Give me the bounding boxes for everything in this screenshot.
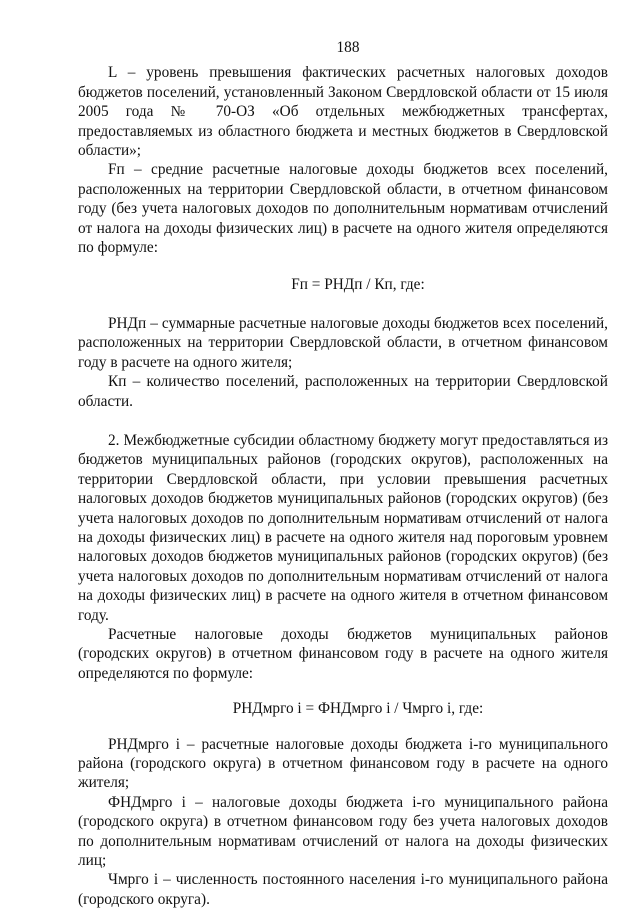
paragraph-kp-definition: Кп – количество поселений, расположенных на территории Свердловской области.: [78, 373, 608, 410]
paragraph-chmrgo-definition: Чмрго i – численность постоянного населения i-го муниципального района (городского округа).: [78, 871, 608, 908]
document-page: [78, 38, 608, 909]
paragraph-fndmrgo-definition: ФНДмрго i – налоговые доходы бюджета i-го муниципального района (городского округа) в отчетном финансовом году без учета налоговых доходов по дополнительным нормативам отчислений от налога на доходы физических лиц;: [78, 793, 608, 870]
formula-rndmrgo: РНДмрго i = ФНДмрго i / Чмрго i, где:: [232, 700, 484, 718]
section-gap: [78, 411, 608, 431]
paragraph-rndp-definition: РНДп – суммарные расчетные налоговые доходы бюджетов всех поселений, расположенных на территории Свердловской области, в отчетном финансовом году в расчете на одного жителя;: [78, 314, 608, 371]
paragraph-section-2: 2. Межбюджетные субсидии областному бюджету могут предоставляться из бюджетов муниципальных районов (городских округов), расположенных на территории Свердловской области, при условии превышения расчетных налоговых доходов бюджетов муниципальных районов (городских округов) (без учета налоговых доходов по дополнительным нормативам отчислений от налога на доходы физических лиц) в расчете на одного жителя над пороговым уровнем налоговых доходов бюджетов муниципальных районов (городских округов) (без учета налоговых доходов по дополнительным нормативам отчислений от налога на доходы физических лиц) в расчете на одного жителя в отчетном финансовом году.: [78, 431, 608, 624]
paragraph-rndmrgo-definition: РНДмрго i – расчетные налоговые доходы бюджета i-го муниципального района (городского округа) в отчетном финансовом году в расчете на одного жителя;: [78, 735, 608, 792]
paragraph-formula-intro: Расчетные налоговые доходы бюджетов муниципальных районов (городских округов) в отчетном финансовом году в расчете на одного жителя определяются по формуле:: [78, 625, 608, 682]
paragraph-fp-definition: Fп – средние расчетные налоговые доходы бюджетов всех поселений, расположенных на территории Свердловской области, в отчетном финансовом году (без учета налоговых доходов по дополнительным нормативам отчислений от налога на доходы физических лиц) в расчете на одного жителя определяются по формуле:: [78, 161, 608, 257]
paragraph-l-definition: L – уровень превышения фактических расчетных налоговых доходов бюджетов поселений, установленный Законом Свердловской области от 15 июля 2005 года № 70-ОЗ «Об отдельных межбюджетных трансфертах, предоставляемых из областного бюджета и местных бюджетов в Свердловской области»;: [78, 64, 608, 160]
formula-fp: Fп = РНДп / Кп, где:: [291, 276, 425, 294]
page-number: 188: [336, 39, 360, 56]
